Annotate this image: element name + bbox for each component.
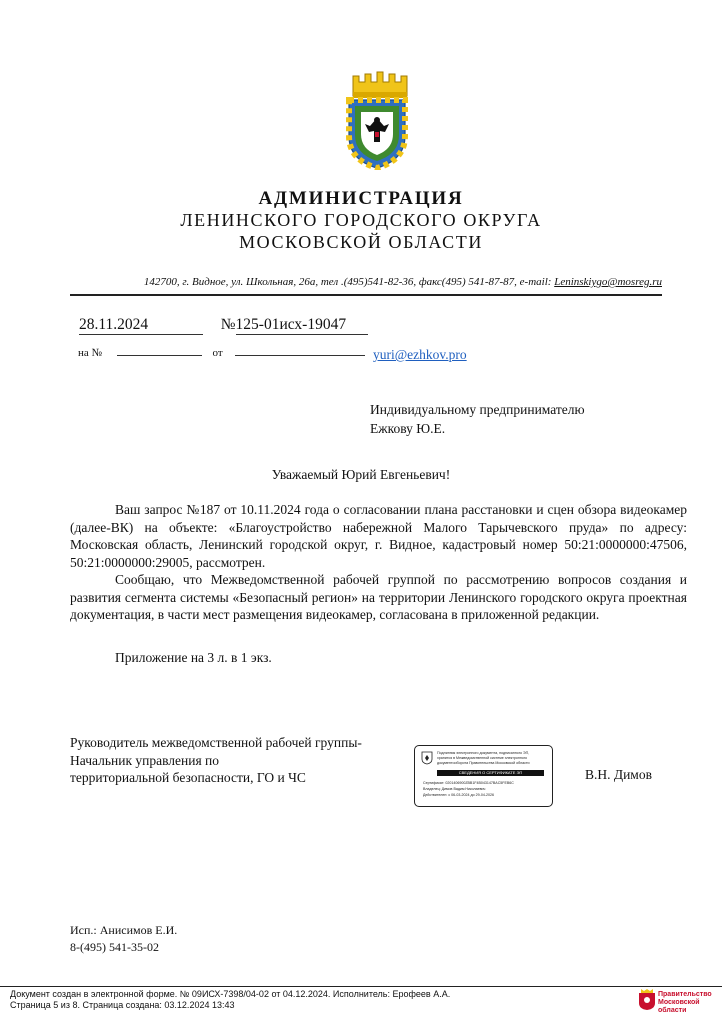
header-divider [70,294,662,296]
signer-position [70,734,362,787]
coat-of-arms-icon [343,70,411,170]
body-text [70,501,687,624]
letter-number: 125-01исх-19047 [236,316,368,335]
greeting: Уважаемый Юрий Евгеньевич! [271,467,451,482]
recipient-block [370,400,585,438]
org-email-link[interactable]: Leninskiygo@mosreg.ru [554,276,662,288]
ref-number-field [117,355,202,356]
footer-line-1: Документ создан в электронной форме. № 09ИСХ-7398/04-02 от 04.12.2024. Исполнитель: Ерофеев А.А. [10,989,451,999]
letter-date: 28.11.2024 [79,316,203,335]
position-line-2: Начальник управления по [70,752,220,768]
executor-phone: 8-(495) 541-35-02 [70,940,159,954]
stamp-text-2: хранится в Межведомственной системе электронного [437,756,528,760]
stamp-validity: Действителен: с 06-03-2024 до 29-04-2026 [423,793,495,797]
stamp-owner: Владелец: Димов Вадим Николаевич [423,787,486,791]
gov-logo-line-1: Правительство [658,991,712,998]
stamp-title: СВЕДЕНИЯ О СЕРТИФИКАТЕ ЭП [437,770,544,776]
footer-line-2: Страница 5 из 8. Страница создана: 03.12.2024 13:43 [10,1000,235,1010]
stamp-emblem-icon [421,751,433,765]
signer-name: В.Н. Димов [585,767,652,782]
gov-logo [636,988,722,1014]
address-text: 142700, г. Видное, ул. Школьная, 26а, тел .(495)541-82-36, факс(495) 541-87-87, e-mail: [143,276,555,288]
gov-logo-text [658,991,722,1015]
number-sign: № [220,316,236,333]
position-line-1: Руководитель межведомственной рабочей группы- [70,735,362,750]
gov-logo-line-2: Московской области [658,999,700,1014]
stamp-text-3: документооборота Правительства Московской области [437,761,530,765]
position-line-3: территориальной безопасности, ГО и ЧС [70,770,306,785]
footer-divider [0,986,722,987]
executor-block [70,922,177,956]
body-paragraph-2: Сообщаю, что Межведомственной рабочей группой по рассмотрению вопросов создания и развития сегмента системы «Безопасный регион» на территории Ленинского городского округа проектная документация, в части мест размещения видеокамер, согласована в приложенной редакции. [70,572,687,622]
reference-line [78,347,365,359]
ref-label: на № [78,347,103,359]
attachment-note: Приложение на 3 л. в 1 экз. [115,650,272,665]
electronic-signature-stamp [414,745,553,807]
from-date-field [235,355,365,356]
stamp-cert: Сертификат: 0201406900ZBB1F4B043147BAC5FEB6C [423,781,514,785]
moscow-region-government-logo [638,989,656,1011]
org-subtitle-region: МОСКОВСКОЙ ОБЛАСТИ [239,232,483,252]
from-label: от [212,347,223,359]
org-address [70,276,662,288]
recipient-email-link[interactable]: yuri@ezhkov.pro [373,347,467,362]
body-paragraph-1: Ваш запрос №187 от 10.11.2024 года о согласовании плана расстановки и сцен обзора видеокамер (далее-ВК) на объекте: «Благоустройство набережной Малого Тарычевского пруда» по адресу: Московская область, Ленинский городской округ, г. Видное, кадастровый номер 50:21:0000000:47506, 50:21:0000000:29005, рассмотрен. [70,502,687,570]
recipient-title: Индивидуальному предпринимателю [370,402,585,417]
org-subtitle-district: ЛЕНИНСКОГО ГОРОДСКОГО ОКРУГА [180,210,542,230]
stamp-text-1: Подлинник электронного документа, подписанного ЭП, [437,751,530,755]
recipient-name: Ежкову Ю.Е. [370,421,446,436]
org-title: АДМИНИСТРАЦИЯ [258,188,464,209]
registration-line [79,316,368,335]
footer-info [10,989,450,1011]
executor-name: Исп.: Анисимов Е.И. [70,923,178,937]
